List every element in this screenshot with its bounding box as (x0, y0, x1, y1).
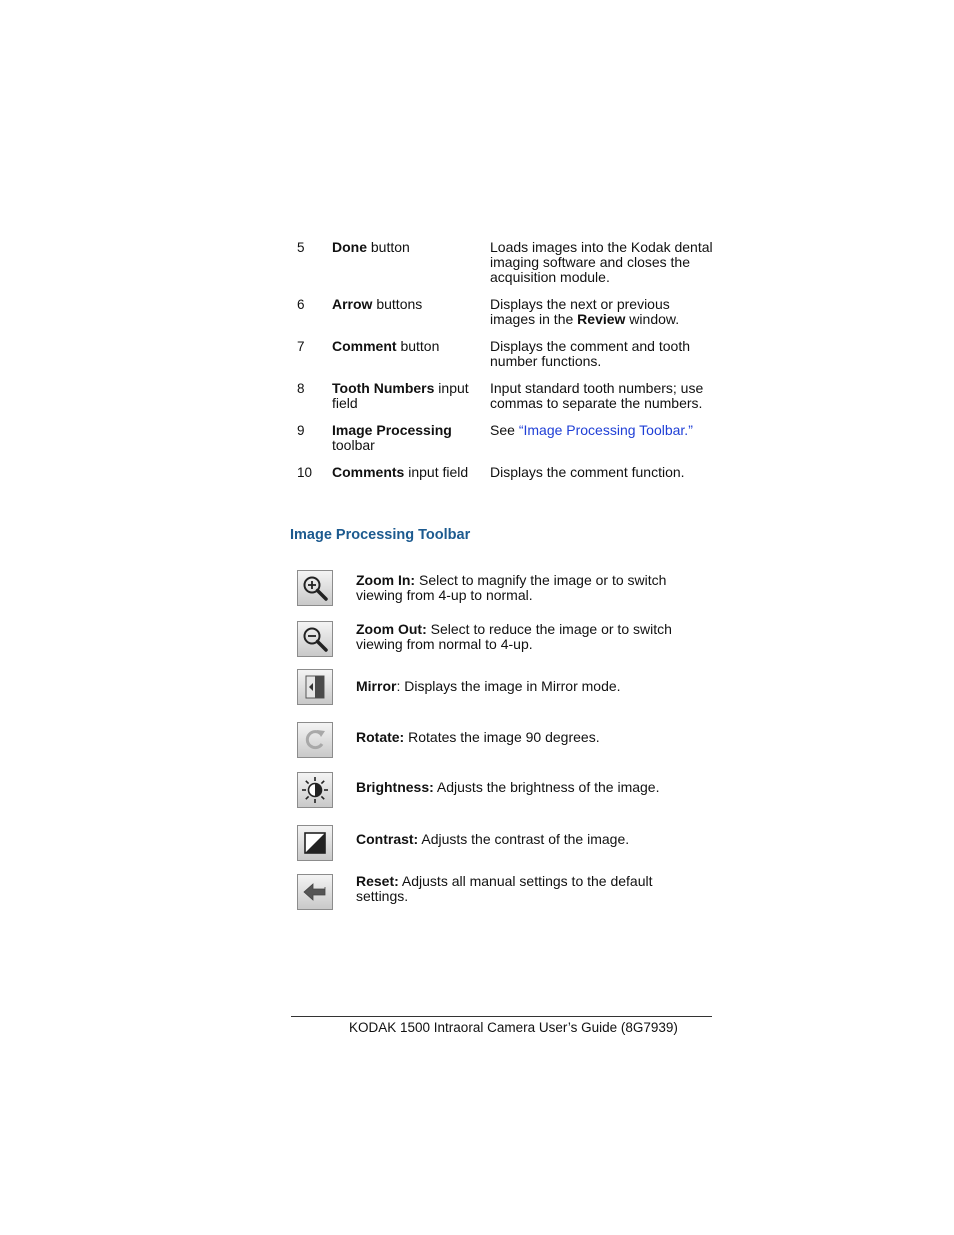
row-term: Comment button (332, 338, 440, 354)
row-number: 10 (297, 465, 313, 480)
zoom-out-description: Zoom Out: Select to reduce the image or to switch viewing from normal to 4-up. (356, 621, 672, 652)
row-term: Image Processing toolbar (332, 422, 452, 453)
row-number: 8 (297, 381, 305, 396)
brightness-icon (297, 772, 333, 808)
brightness-description: Brightness: Adjusts the brightness of the image. (356, 779, 660, 795)
row-term: Tooth Numbers input field (332, 380, 469, 411)
row-description: Displays the comment and tooth number functions. (490, 338, 690, 369)
page-footer: KODAK 1500 Intraoral Camera User’s Guide (8G7939) (349, 1020, 678, 1035)
row-description: Displays the comment function. (490, 464, 685, 480)
row-term: Comments input field (332, 464, 469, 480)
row-description: Displays the next or previous images in the Review window. (490, 296, 680, 327)
reset-icon (297, 874, 333, 910)
row-number: 5 (297, 240, 305, 255)
contrast-description: Contrast: Adjusts the contrast of the image. (356, 831, 630, 847)
section-title: Image Processing Toolbar (290, 527, 471, 543)
rotate-icon (297, 722, 333, 758)
row-number: 6 (297, 297, 305, 312)
zoom-out-icon (297, 621, 333, 657)
row-term: Done button (332, 239, 410, 255)
reset-description: Reset: Adjusts all manual settings to the default settings. (356, 873, 653, 904)
mirror-description: Mirror: Displays the image in Mirror mode. (356, 678, 621, 694)
row-description: Loads images into the Kodak dental imaging software and closes the acquisition module. (490, 239, 713, 285)
zoom-in-description: Zoom In: Select to magnify the image or to switch viewing from 4-up to normal. (356, 572, 667, 603)
footer-divider (291, 1016, 712, 1017)
row-term: Arrow buttons (332, 296, 423, 312)
image-processing-toolbar-link[interactable]: “Image Processing Toolbar.” (518, 422, 693, 438)
zoom-in-icon (297, 570, 333, 606)
row-number: 7 (297, 339, 305, 354)
row-description: See “Image Processing Toolbar.” (490, 422, 693, 438)
contrast-icon (297, 825, 333, 861)
row-description: Input standard tooth numbers; use commas to separate the numbers. (490, 380, 704, 411)
rotate-description: Rotate: Rotates the image 90 degrees. (356, 729, 600, 745)
row-number: 9 (297, 423, 305, 438)
mirror-icon (297, 669, 333, 705)
